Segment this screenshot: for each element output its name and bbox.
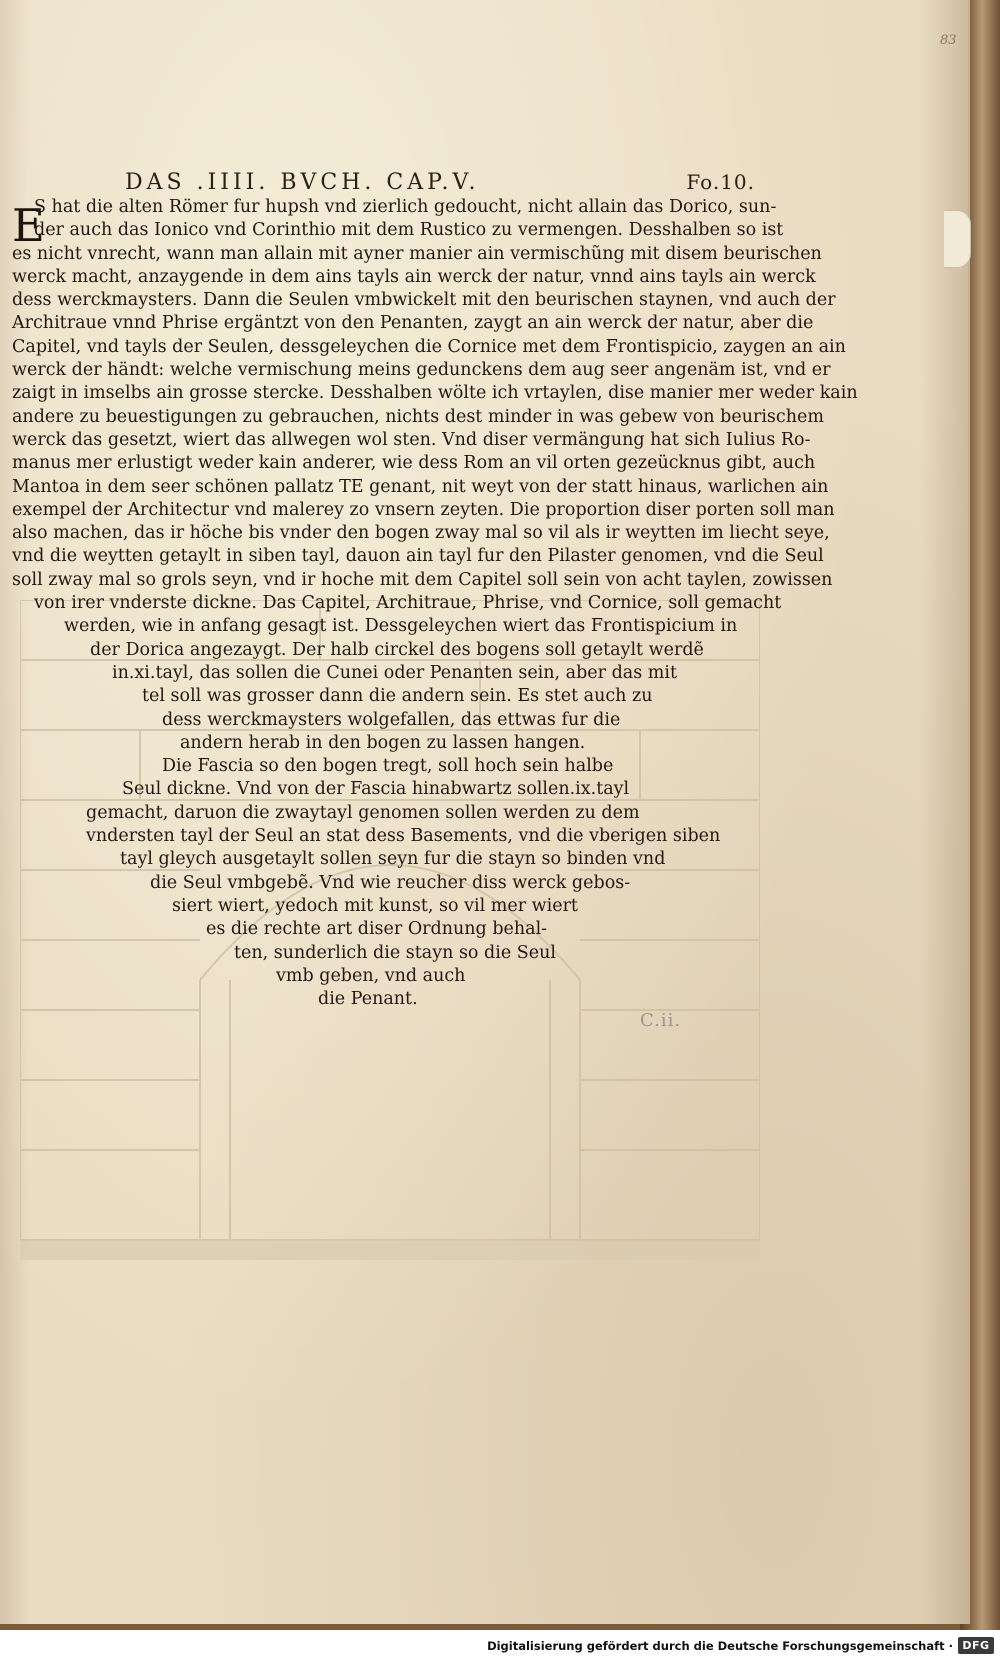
text-line: werck der händt: welche vermischung meins gedunckens dem aug seer angenäm ist, vnd er xyxy=(12,360,831,381)
page-tab-marker xyxy=(944,210,971,268)
text-line: es die rechte art diser Ordnung behal- xyxy=(206,919,548,940)
text-line: exempel der Architectur vnd malerey zo vnsern zeyten. Die proportion diser porten soll man xyxy=(12,499,835,520)
text-line: Capitel, vnd tayls der Seulen, dessgeleychen die Cornice met dem Frontispicio, zaygen an ain xyxy=(12,336,846,357)
header-book-chapter: DAS .IIII. BVCH. CAP.V. xyxy=(125,170,480,195)
text-line: soll zway mal so grols seyn, vnd ir hoche mit dem Capitel soll sein von acht taylen, zowissen xyxy=(12,569,833,590)
text-line: in.xi.tayl, das sollen die Cunei oder Penanten sein, aber das mit xyxy=(112,662,677,683)
text-line: Die Fascia so den bogen tregt, soll hoch sein halbe xyxy=(162,756,614,777)
text-line: von irer vnderste dickne. Das Capitel, Architraue, Phrise, vnd Cornice, soll gemacht xyxy=(34,593,782,614)
text-line: gemacht, daruon die zwaytayl genomen sollen werden zu dem xyxy=(86,802,640,823)
text-line: der Dorica angezaygt. Der halb circkel des bogens soll getaylt werdẽ xyxy=(90,639,704,660)
text-line: dess werckmaysters wolgefallen, das ettwas fur die xyxy=(162,709,621,730)
header-folio: Fo.10. xyxy=(686,170,755,194)
text-line: werden, wie in anfang gesagt ist. Dessgeleychen wiert das Frontispicium in xyxy=(64,616,738,637)
text-line: die Penant. xyxy=(318,989,418,1010)
text-line: dess werckmaysters. Dann die Seulen vmbwickelt mit den beurischen staynen, vnd auch der xyxy=(12,290,836,311)
signature-mark: C.ii. xyxy=(640,1010,682,1031)
text-line: also machen, das ir höche bis vnder den bogen zway mal so vil als ir weytten im liecht seye, xyxy=(12,523,830,544)
text-line: vndersten tayl der Seul an stat dess Basements, vnd die vberigen siben xyxy=(86,826,721,847)
text-line: vnd die weytten getaylt in siben tayl, dauon ain tayl fur den Pilaster genomen, vnd die Seul xyxy=(12,546,824,567)
text-line: andere zu beuestigungen zu gebrauchen, nichts dest minder in was gebew von beurischem xyxy=(12,406,824,427)
text-line: werck das gesetzt, wiert das allwegen wol sten. Vnd diser vermängung hat sich Iulius Ro- xyxy=(12,429,811,450)
text-line: zaigt in imselbs ain grosse stercke. Desshalben wölte ich vrtaylen, dise manier mer weder kain xyxy=(12,383,858,404)
text-line: vmb geben, vnd auch xyxy=(276,965,466,986)
handwritten-folio-number: 83 xyxy=(940,33,957,48)
drop-cap: E xyxy=(12,199,45,252)
text-line: andern herab in den bogen zu lassen hangen. xyxy=(180,732,586,753)
text-line: die Seul vmbgebẽ. Vnd wie reucher diss werck gebos- xyxy=(150,872,631,893)
text-line: manus mer erlustigt weder kain anderer, wie dess Rom an vil orten gezeücknus gibt, auch xyxy=(12,453,816,474)
digitization-footer xyxy=(0,1630,1000,1662)
running-header xyxy=(125,170,755,196)
dfg-logo: DFG xyxy=(958,1637,994,1654)
body-text xyxy=(12,196,858,1011)
text-line: werck macht, anzaygende in dem ains tayls ain werck der natur, vnnd ains tayls ain werck xyxy=(12,266,816,287)
footer-credit: Digitalisierung gefördert durch die Deutsche Forschungsgemeinschaft · xyxy=(487,1639,953,1653)
text-line: tayl gleych ausgetaylt sollen seyn fur die stayn so binden vnd xyxy=(120,849,666,870)
text-line: es nicht vnrecht, wann man allain mit ayner manier ain vermischũng mit disem beurischen xyxy=(12,243,822,264)
text-line: S hat die alten Römer fur hupsh vnd zierlich gedoucht, nicht allain das Dorico, sun- xyxy=(34,197,777,217)
text-line: Architraue vnnd Phrise ergäntzt von den Penanten, zaygt an ain werck der natur, aber die xyxy=(12,313,814,334)
text-line: der auch das Ionico vnd Corinthio mit dem Rustico zu vermengen. Desshalben so ist xyxy=(34,220,784,241)
text-line: ten, sunderlich die stayn so die Seul xyxy=(234,942,556,963)
text-line: Mantoa in dem seer schönen pallatz TE genant, nit weyt von der statt hinaus, warlichen ain xyxy=(12,476,829,497)
text-line: Seul dickne. Vnd von der Fascia hinabwartz sollen.ix.tayl xyxy=(122,779,630,800)
text-line: tel soll was grosser dann die andern sein. Es stet auch zu xyxy=(142,686,653,707)
text-line: siert wiert, yedoch mit kunst, so vil mer wiert xyxy=(172,895,578,916)
